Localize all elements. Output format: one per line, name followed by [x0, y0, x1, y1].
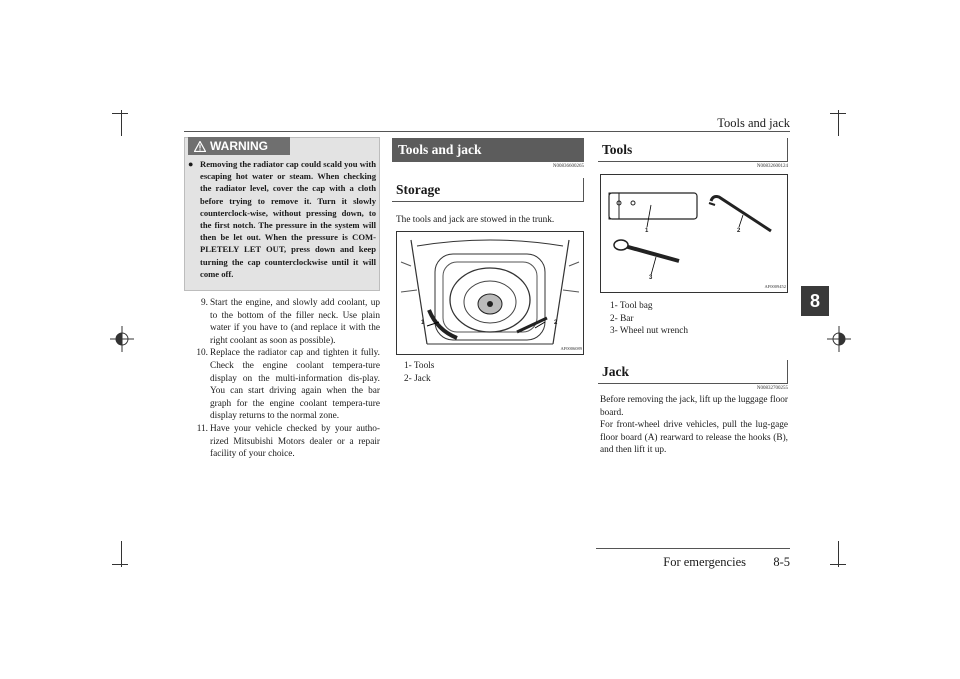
figure-code: AF0009452 — [764, 284, 786, 289]
storage-intro: The tools and jack are stowed in the trunk. — [396, 215, 555, 225]
figure-callout-2: 2 — [737, 228, 741, 234]
tools-legend — [610, 300, 688, 338]
subheading-jack: Jack — [598, 360, 788, 384]
crop-mark-top-left-v — [121, 110, 122, 136]
tools-illustration — [601, 175, 787, 292]
step-number: 9. — [201, 298, 208, 308]
figure-callout-2: 2 — [554, 320, 558, 326]
list-item — [184, 297, 380, 347]
crop-mark-bottom-left-v — [121, 541, 122, 567]
registration-mark-right — [827, 326, 851, 352]
footer-chapter: For emergencies — [663, 555, 746, 569]
crop-mark-bottom-right-v — [838, 541, 839, 567]
legend-item: 1- Tools — [404, 361, 435, 371]
legend-item: 2- Jack — [404, 373, 431, 384]
jack-instructions — [600, 394, 788, 457]
figure-callout-1: 1 — [421, 320, 425, 326]
subheading-tools: Tools — [598, 138, 788, 162]
subheading-storage: Storage — [392, 178, 584, 202]
figure-code: AF0006089 — [560, 346, 582, 351]
figure-callout-3: 3 — [649, 275, 653, 281]
trunk-figure — [396, 231, 584, 355]
figure-callout-1: 1 — [645, 228, 649, 234]
procedure-steps — [184, 297, 380, 461]
crop-mark-top-right-v — [838, 110, 839, 136]
step-number: 10. — [196, 348, 208, 359]
legend-item: 2- Bar — [610, 313, 634, 324]
trunk-illustration — [397, 232, 583, 354]
paragraph: For front-wheel drive vehicles, pull the lug-gage floor board (A) rearward to release the hooks (B), and then lift it up. — [600, 420, 788, 456]
header-rule — [184, 131, 790, 132]
crop-mark-top-left-h — [112, 113, 128, 114]
section-code: N00832700255 — [756, 386, 788, 391]
storage-legend — [404, 360, 434, 385]
step-text: Start the engine, and slowly add coolant, up to the bottom of the filler neck. Use plain water if you have to (and replace it with the right coolant as soon as possible). — [210, 298, 380, 346]
section-code: N00832600124 — [756, 164, 788, 169]
list-item — [184, 347, 380, 423]
footer-rule — [596, 548, 790, 549]
step-text: Replace the radiator cap and tighten it fully. Check the engine coolant tempera-ture display on the multi-information dis-play. You can start driving again when the bar graph for the engine coolant tempera-ture display returns to the normal zone. — [210, 348, 380, 422]
warning-text — [190, 158, 376, 280]
warning-body: Removing the radiator cap could scald you with escaping hot water or steam. When checking the radiator level, cover the cap with a cloth before trying to remove it. Turn it slowly counterclock-wise, without pressing down, to the first notch. The pressure in the system will then be let out. When the pressure is COM-PLETELY LET OUT, press down and keep turning the cap counterclockwise until it will come off. — [200, 159, 376, 279]
tools-figure — [600, 174, 788, 293]
step-text: Have your vehicle checked by your autho-rized Mitsubishi Motors dealer or a repair facility of your choice. — [210, 423, 380, 460]
warning-title: WARNING — [210, 139, 268, 153]
section-code: N00836600265 — [552, 164, 584, 169]
bullet-icon: ● — [188, 159, 194, 169]
crop-mark-bottom-left-h — [112, 564, 128, 565]
step-number: 11. — [196, 423, 208, 434]
list-item — [184, 423, 380, 461]
warning-label — [188, 137, 290, 155]
registration-mark-left — [110, 326, 134, 352]
chapter-tab: 8 — [801, 286, 829, 316]
legend-item: 3- Wheel nut wrench — [610, 326, 689, 337]
running-header-title: Tools and jack — [717, 116, 790, 130]
warning-triangle-icon — [194, 141, 206, 152]
section-heading-tools-and-jack: Tools and jack — [392, 138, 584, 162]
paragraph: Before removing the jack, lift up the luggage floor board. — [600, 395, 788, 418]
legend-item: 1- Tool bag — [610, 301, 653, 311]
footer-page-number: 8-5 — [773, 555, 790, 569]
